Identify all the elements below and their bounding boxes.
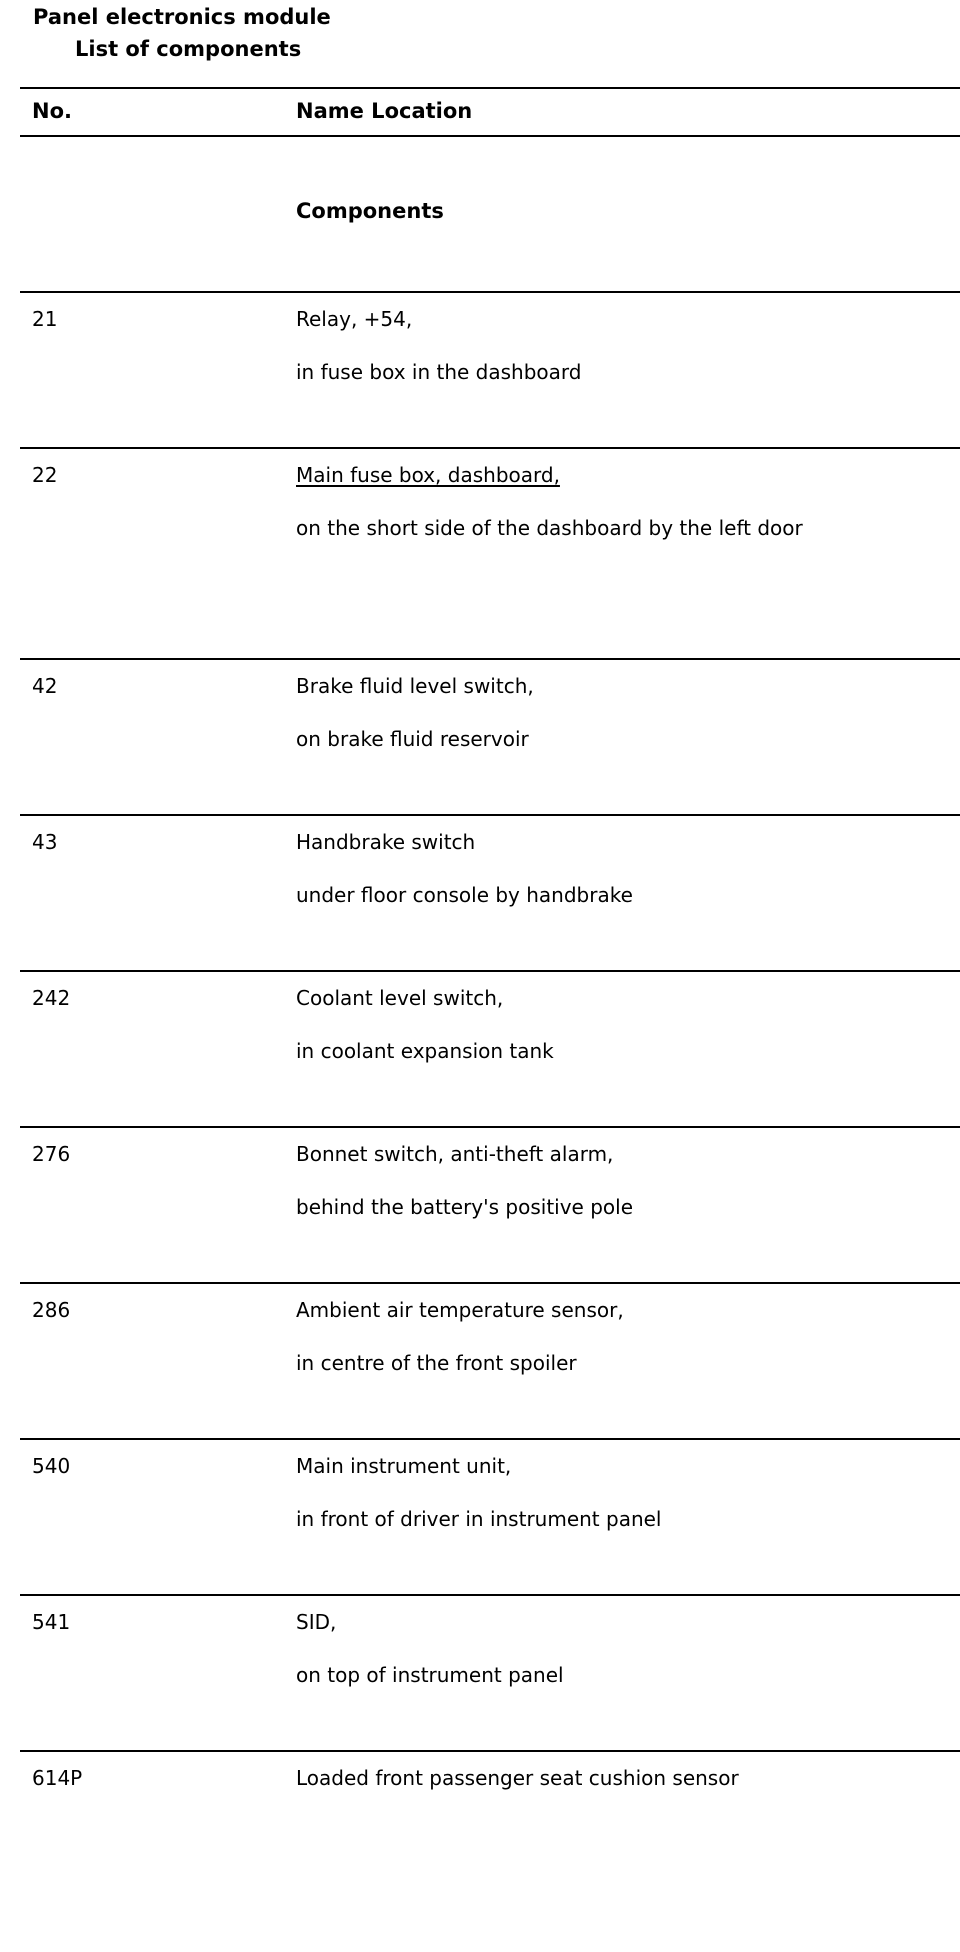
row-name: Coolant level switch, xyxy=(296,986,504,1010)
table-row xyxy=(20,449,960,658)
row-name: SID, xyxy=(296,1610,337,1634)
row-location: on top of instrument panel xyxy=(296,1663,564,1687)
row-location: under floor console by handbrake xyxy=(296,883,633,907)
header-no: No. xyxy=(32,99,72,123)
row-number: 286 xyxy=(32,1298,71,1322)
table-header-row xyxy=(20,89,960,135)
row-name: Bonnet switch, anti-theft alarm, xyxy=(296,1142,614,1166)
section-row xyxy=(20,137,960,291)
row-name: Handbrake switch xyxy=(296,830,476,854)
table-row xyxy=(20,1128,960,1282)
row-name: Brake fluid level switch, xyxy=(296,674,534,698)
row-name: Ambient air temperature sensor, xyxy=(296,1298,624,1322)
table-row xyxy=(20,1440,960,1594)
row-number: 614P xyxy=(32,1766,83,1790)
table-row xyxy=(20,972,960,1126)
document-title: Panel electronics module xyxy=(33,5,331,29)
table-row xyxy=(20,1284,960,1438)
row-number: 276 xyxy=(32,1142,71,1166)
table-row xyxy=(20,816,960,970)
row-location: behind the battery's positive pole xyxy=(296,1195,634,1219)
row-name-link[interactable]: Main fuse box, dashboard, xyxy=(296,463,560,487)
row-location: in front of driver in instrument panel xyxy=(296,1507,662,1531)
row-number: 43 xyxy=(32,830,58,854)
row-number: 242 xyxy=(32,986,71,1010)
row-number: 22 xyxy=(32,463,58,487)
row-number: 541 xyxy=(32,1610,71,1634)
components-table xyxy=(20,87,960,1952)
row-number: 42 xyxy=(32,674,58,698)
table-row xyxy=(20,1596,960,1750)
header-name-location: Name Location xyxy=(296,99,473,123)
row-name: Main instrument unit, xyxy=(296,1454,512,1478)
document-subtitle: List of components xyxy=(75,37,302,61)
row-name: Relay, +54, xyxy=(296,307,413,331)
row-name: Loaded front passenger seat cushion sensor xyxy=(296,1766,739,1790)
row-location: in fuse box in the dashboard xyxy=(296,360,582,384)
table-row xyxy=(20,660,960,814)
row-number: 21 xyxy=(32,307,58,331)
row-location: in centre of the front spoiler xyxy=(296,1351,577,1375)
section-title: Components xyxy=(296,199,444,223)
row-location: on brake fluid reservoir xyxy=(296,727,529,751)
row-location: in coolant expansion tank xyxy=(296,1039,554,1063)
row-location: on the short side of the dashboard by the left door xyxy=(296,516,803,540)
table-row xyxy=(20,293,960,447)
table-row xyxy=(20,1752,960,1952)
row-number: 540 xyxy=(32,1454,71,1478)
